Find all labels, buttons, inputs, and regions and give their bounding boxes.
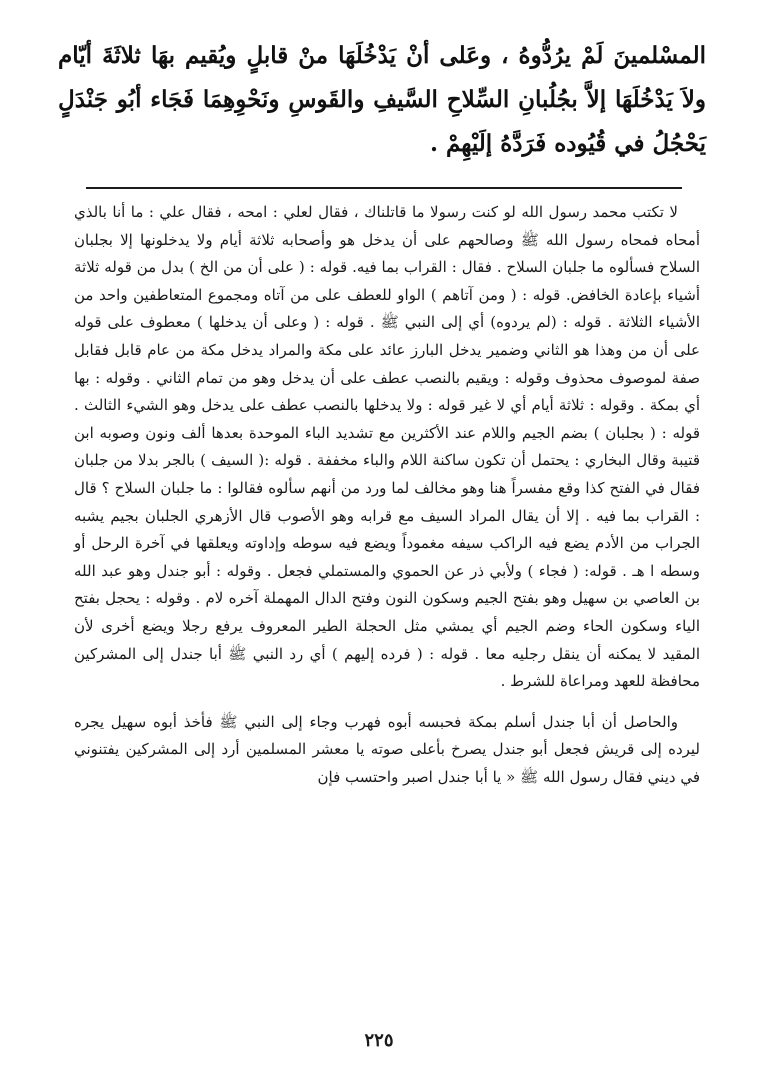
separator-line [86,187,682,189]
commentary-paragraph: والحاصل أن أبا جندل أسلم بمكة فحبسه أبوه فهرب وجاء إلى النبي ﷺ فأخذ أبوه سهيل يجره ليرده إلى قريش فجعل أبو جندل يصرخ بأعلى صوته يا معشر المسلمين أرد إلى المشركين يفتنوني في ديني فقال رسول الله ﷺ « يا أبا جندل اصبر واحتسب فإن [74,712,700,786]
commentary-paragraph: لا تكتب محمد رسول الله لو كنت رسولا ما قاتلناك ، فقال لعلي : امحه ، فقال علي : ما أنا بالذي أمحاه فمحاه رسول الله ﷺ وصالحهم على أن يدخل هو وأصحابه ثلاثة أيام ولا يدخلونها إلا بجلبان السلاح فسألوه ما جلبان السلاح . فقال : القراب بما فيه. قوله : ( على أن من الخ ) بدل من قوله ثلاثة أشياء بإعادة الخافض. قوله : ( ومن آتاهم ) الواو للعطف على من آتاه ومجموع المتعاطفين واحد من الأشياء الثلاثة . قوله : (لم يردوه) أي إلى النبي ﷺ . قوله : ( وعلى أن يدخلها ) معطوف على قوله على أن من وهذا هو الثاني وضمير يدخل البارز عائد على مكة والمراد يدخل مكة من عام قابل فقابل صفة لموصوف محذوف وقوله : ويقيم بالنصب عطف على أن يدخل وهو من تمام الثاني . وقوله : بها أي بمكة . وقوله : ثلاثة أيام أي لا غير قوله : ولا يدخلها بالنصب عطف على يدخل وهو الشيء الثالث . قوله : ( بجلبان ) بضم الجيم واللام عند الأكثرين مع تشديد الباء الموحدة بعدها ألف ونون وصوبه ابن قتيبة وقال البخاري : يحتمل أن تكون ساكنة اللام والباء مخففة . قوله :( السيف ) بالجر بدلا من جلبان فقال في الفتح كذا وقع مفسراً هنا وهو مخالف لما ورد من أنهم سألوه فقالوا : ما جلبان السلاح ؟ قال : القراب بما فيه . إلا أن يقال المراد السيف مع قرابه وهو الأصوب قال الأزهري الجلبان بجيم يشبه الجراب من الأدم يضع فيه الراكب سيفه مغموداً ويضع فيه سوطه وإداوته ويعلقها في آخرة الرحل أو وسطه ا هـ . قوله: ( فجاء ) ولأبي ذر عن الحموي والمستملي فجعل . وقوله : أبو جندل وهو عبد الله بن العاصي بن سهيل وهو بفتح الجيم وسكون النون وفتح الدال المهملة آخره لام . وقوله : يحجل بفتح الياء وسكون الحاء وضم الجيم أي يمشي مثل الحجلة الطير المعروف يرفع رجلا ويضع أخرى لأن المقيد لا يمكنه أن ينقل رجليه معا . قوله : ( فرده إليهم ) أي رد النبي ﷺ أبا جندل إلى المشركين محافظة للعهد ومراعاة للشرط . [74,203,700,691]
hadith-text: المسْلمينَ لَمْ يرُدُّوهُ ، وعَلى أنْ يَدْخُلَهَا منْ قابلٍ ويُقيم بهَا ثلاثَةَ أيّام ولاَ يَدْخُلَهَا إلاَّ بجُلُبانِ السِّلاحِ السَّيفِ والقَوسِ ونَحْوِهِمَا فَجَاء أبُو جَنْدَلٍ يَحْجُلُ في قُيُوده فَرَدَّهُ إلَيْهِمْ . [58,42,706,157]
page-number: ٢٢٥ [364,1030,394,1051]
commentary-block [74,199,700,791]
